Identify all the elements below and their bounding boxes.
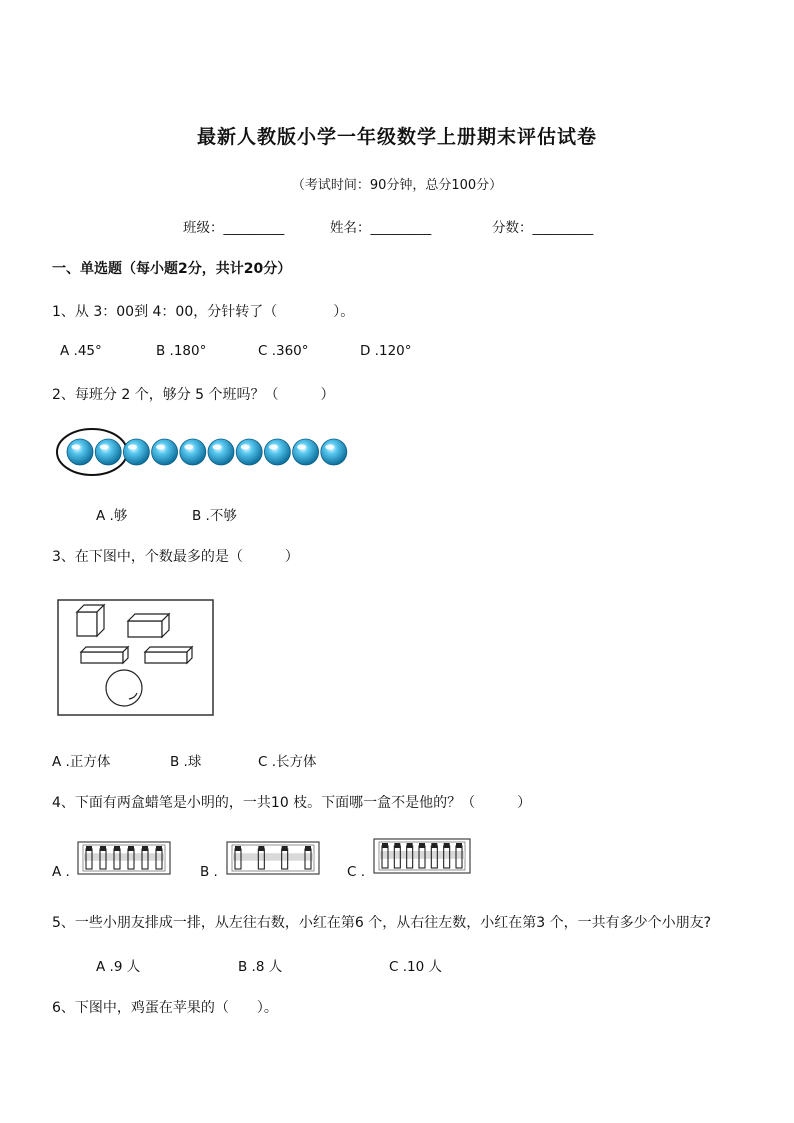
crayon-tip (128, 846, 134, 851)
crayon-box-b (226, 841, 320, 875)
q2-option-b: B .不够 (192, 508, 237, 524)
crayon-tip (419, 843, 425, 848)
crayon-tip (444, 843, 450, 848)
crayon-box-band (232, 853, 314, 860)
exam-subtitle: （考试时间：90分钟，总分100分） (291, 178, 503, 193)
crayon-tip (456, 843, 462, 848)
crayon-tip (382, 843, 388, 848)
balls-figure (50, 424, 370, 484)
crayon-tip (156, 846, 162, 851)
section-heading: 一、单选题（每小题2分，共计20分） (52, 261, 292, 277)
cuboid-shape (81, 647, 128, 663)
crayon-box-a (77, 841, 171, 875)
question-4: 4、下面有两盒蜡笔是小明的，一共10 枝。下面哪一盒不是他的？（ ） (52, 795, 532, 811)
ball-highlight (325, 444, 334, 449)
ball-highlight (241, 444, 250, 449)
ball (123, 439, 149, 465)
q5-option-a: A .9 人 (96, 959, 141, 975)
q4-option-b: B . (200, 864, 218, 880)
question-6: 6、下图中，鸡蛋在苹果的（ ）。 (52, 1000, 278, 1016)
cuboid-shape (145, 647, 192, 663)
crayon-tip (235, 846, 241, 851)
ball-highlight (269, 444, 278, 449)
q3-option-b: B .球 (170, 754, 202, 770)
cuboid-shape (128, 614, 169, 637)
question-1: 1、从 3：00到 4：00，分针转了（ ）。 (52, 304, 355, 320)
q3-option-a: A .正方体 (52, 754, 111, 770)
crayon-tip (258, 846, 264, 851)
score-field-label: 分数：_________ (492, 220, 594, 236)
crayon-tip (114, 846, 120, 851)
crayon-box-c (373, 838, 471, 874)
q1-option-d: D .120° (360, 343, 412, 359)
q1-option-b: B .180° (156, 343, 207, 359)
q3-option-c: C .长方体 (258, 754, 317, 770)
question-2: 2、每班分 2 个，够分 5 个班吗？（ ） (52, 387, 335, 403)
ball (180, 439, 206, 465)
q4-option-a: A . (52, 864, 70, 880)
ball (208, 439, 234, 465)
ball (95, 439, 121, 465)
class-field-label: 班级：_________ (183, 220, 285, 236)
crayon-tip (431, 843, 437, 848)
crayon-tip (407, 843, 413, 848)
ball-highlight (100, 444, 109, 449)
q4-option-c: C . (347, 864, 366, 880)
ball-highlight (297, 444, 306, 449)
crayon-tip (142, 846, 148, 851)
ball-highlight (72, 444, 81, 449)
ball-highlight (156, 444, 165, 449)
q5-option-c: C .10 人 (389, 959, 442, 975)
ball (321, 439, 347, 465)
crayon-tip (100, 846, 106, 851)
q2-option-a: A .够 (96, 508, 128, 524)
crayon-box-band (379, 851, 465, 859)
ball-highlight (128, 444, 137, 449)
ball-highlight (213, 444, 222, 449)
ball (67, 439, 93, 465)
crayon-tip (394, 843, 400, 848)
cube-shape (77, 605, 104, 636)
ball (264, 439, 290, 465)
ball (293, 439, 319, 465)
q1-option-c: C .360° (258, 343, 309, 359)
question-5: 5、一些小朋友排成一排，从左往右数，小红在第6 个，从右往左数，小红在第3 个，一共有多少个小朋友? (52, 915, 712, 931)
crayon-box-band (83, 853, 165, 860)
q1-option-a: A .45° (60, 343, 102, 359)
shapes-figure (57, 599, 215, 717)
ball (236, 439, 262, 465)
ball (152, 439, 178, 465)
page-title: 最新人教版小学一年级数学上册期末评估试卷 (196, 126, 597, 148)
ball-highlight (184, 444, 193, 449)
crayon-tip (86, 846, 92, 851)
crayon-tip (305, 846, 311, 851)
q5-option-b: B .8 人 (238, 959, 283, 975)
crayon-tip (282, 846, 288, 851)
name-field-label: 姓名：_________ (330, 220, 432, 236)
question-3: 3、在下图中，个数最多的是（ ） (52, 549, 299, 565)
